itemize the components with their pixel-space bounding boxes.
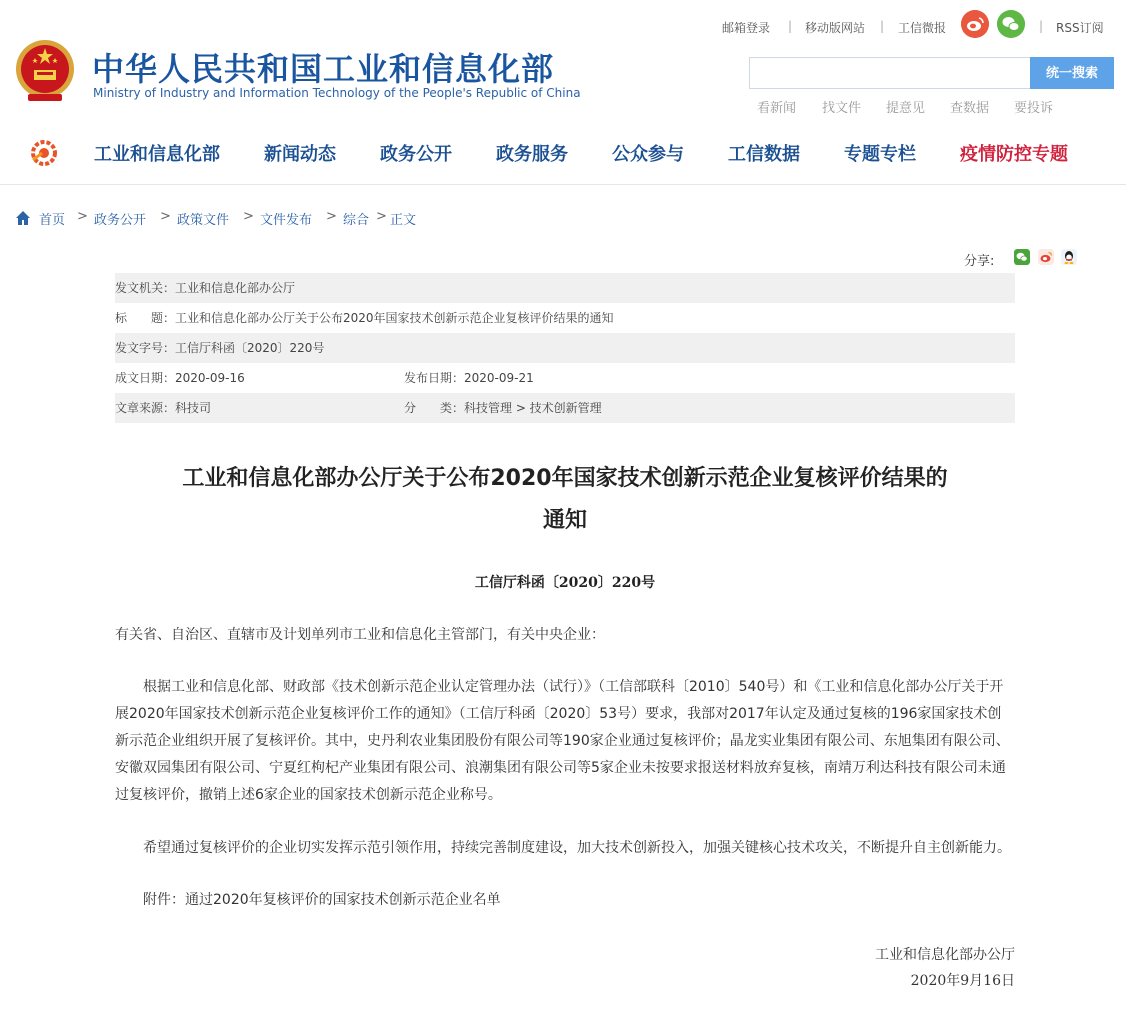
- share-wechat-icon[interactable]: [1014, 249, 1030, 265]
- article-date: 2020年9月16日: [910, 973, 1015, 989]
- article-title-line: 通知: [542, 508, 587, 533]
- article-doc-number: 工信厅科函〔2020〕220号: [474, 575, 656, 591]
- article-salutation: 有关省、自治区、直辖市及计划单列市工业和信息化主管部门，有关中央企业：: [115, 627, 605, 643]
- national-emblem-icon[interactable]: [14, 38, 76, 104]
- quick-link-data[interactable]: 查数据: [950, 101, 990, 116]
- breadcrumb-home[interactable]: 首页: [39, 213, 66, 228]
- mobile-site-link[interactable]: 移动版网站: [805, 21, 866, 35]
- nav-public-participation[interactable]: 公众参与: [612, 144, 684, 165]
- meta-doc-number: 发文字号：工信厅科函〔2020〕220号: [115, 341, 325, 355]
- quick-link-files[interactable]: 找文件: [822, 101, 862, 116]
- quick-link-complaint[interactable]: 要投诉: [1014, 101, 1054, 116]
- nav-data[interactable]: 工信数据: [728, 144, 800, 165]
- document-meta-table: [115, 273, 1015, 423]
- divider: |: [1039, 19, 1044, 33]
- meta-row: [115, 393, 1015, 423]
- search-button[interactable]: 统一搜索: [1030, 57, 1114, 89]
- wechat-icon[interactable]: [997, 10, 1025, 38]
- share-label: 分享:: [964, 254, 995, 269]
- nav-gov-services[interactable]: 政务服务: [496, 144, 568, 165]
- breadcrumb-separator: >: [77, 209, 88, 224]
- rss-link[interactable]: RSS订阅: [1056, 21, 1104, 35]
- article-title: [115, 458, 1015, 542]
- home-icon[interactable]: [15, 210, 31, 226]
- breadcrumb-general[interactable]: 综合: [343, 213, 370, 228]
- breadcrumb-separator: >: [376, 209, 387, 224]
- nav-epidemic[interactable]: 疫情防控专题: [960, 144, 1068, 165]
- breadcrumb-file-release[interactable]: 文件发布: [260, 213, 313, 228]
- search-input[interactable]: [749, 57, 1031, 89]
- meta-published-date: 发布日期：2020-09-21: [404, 371, 534, 385]
- meta-row: [115, 303, 1015, 333]
- meta-category: 分 类：科技管理 > 技术创新管理: [404, 401, 602, 415]
- breadcrumb-policy-files[interactable]: 政策文件: [177, 213, 230, 228]
- meta-title: 标 题：工业和信息化部办公厅关于公布2020年国家技术创新示范企业复核评价结果的通知: [115, 311, 614, 325]
- meta-source: 文章来源：科技司: [115, 401, 212, 415]
- divider: |: [880, 19, 885, 33]
- meta-issuer: 发文机关：工业和信息化部办公厅: [115, 281, 296, 295]
- site-title-en: Ministry of Industry and Information Technology of the People's Republic of China: [93, 86, 581, 100]
- quick-link-news[interactable]: 看新闻: [757, 101, 797, 116]
- nav-ministry[interactable]: 工业和信息化部: [94, 144, 220, 165]
- meta-row: [115, 363, 1015, 393]
- breadcrumb-separator: >: [326, 209, 337, 224]
- divider: |: [788, 19, 793, 33]
- mail-login-link[interactable]: 邮箱登录: [722, 21, 771, 35]
- weibo-report-link[interactable]: 工信微报: [898, 21, 947, 35]
- article-title-line: 工业和信息化部办公厅关于公布2020年国家技术创新示范企业复核评价结果的: [182, 466, 948, 491]
- share-weibo-icon[interactable]: [1038, 249, 1054, 265]
- breadcrumb-gov-affairs[interactable]: 政务公开: [94, 213, 147, 228]
- breadcrumb-separator: >: [160, 209, 171, 224]
- ministry-logo-icon[interactable]: [30, 140, 58, 166]
- article-attachment[interactable]: 附件：通过2020年复核评价的国家技术创新示范企业名单: [143, 892, 501, 908]
- meta-created-date: 成文日期：2020-09-16: [115, 371, 245, 385]
- quick-link-feedback[interactable]: 提意见: [886, 101, 926, 116]
- site-title-cn: 中华人民共和国工业和信息化部: [92, 50, 555, 88]
- site-header: [0, 0, 1126, 185]
- article-paragraph: 希望通过复核评价的企业切实发挥示范引领作用，持续完善制度建设，加大技术创新投入，加强关键核心技术攻关，不断提升自主创新能力。: [143, 840, 1011, 856]
- nav-news[interactable]: 新闻动态: [264, 144, 336, 165]
- share-qq-icon[interactable]: [1061, 249, 1077, 265]
- article-paragraph: 根据工业和信息化部、财政部《技术创新示范企业认定管理办法（试行）》（工信部联科〔2010〕540号）和《工业和信息化部办公厅关于开展2020年国家技术创新示范企业复核评价工作的通知》（工信厅科函〔2020〕53号）要求，我部对2017年认定及通过复核的196家国家技术创新示范企业组织开展了复核评价。其中，史丹利农业集团股份有限公司等190家企业通过复核评价；晶龙实业集团有限公司、东旭集团有限公司、安徽双园集团有限公司、宁夏红枸杞产业集团有限公司、浪潮集团有限公司等5家企业未按要求报送材料放弃复核，南靖万利达科技有限公司未通过复核评价，撤销上述6家企业的国家技术创新示范企业称号。: [115, 679, 1010, 803]
- breadcrumb-current: 正文: [390, 213, 417, 228]
- breadcrumb-separator: >: [243, 209, 254, 224]
- meta-row: [115, 273, 1015, 303]
- nav-gov-affairs[interactable]: 政务公开: [380, 144, 452, 165]
- weibo-icon[interactable]: [961, 10, 989, 38]
- meta-row: [115, 333, 1015, 363]
- nav-special-topics[interactable]: 专题专栏: [844, 144, 916, 165]
- article-signature: 工业和信息化部办公厅: [875, 947, 1015, 963]
